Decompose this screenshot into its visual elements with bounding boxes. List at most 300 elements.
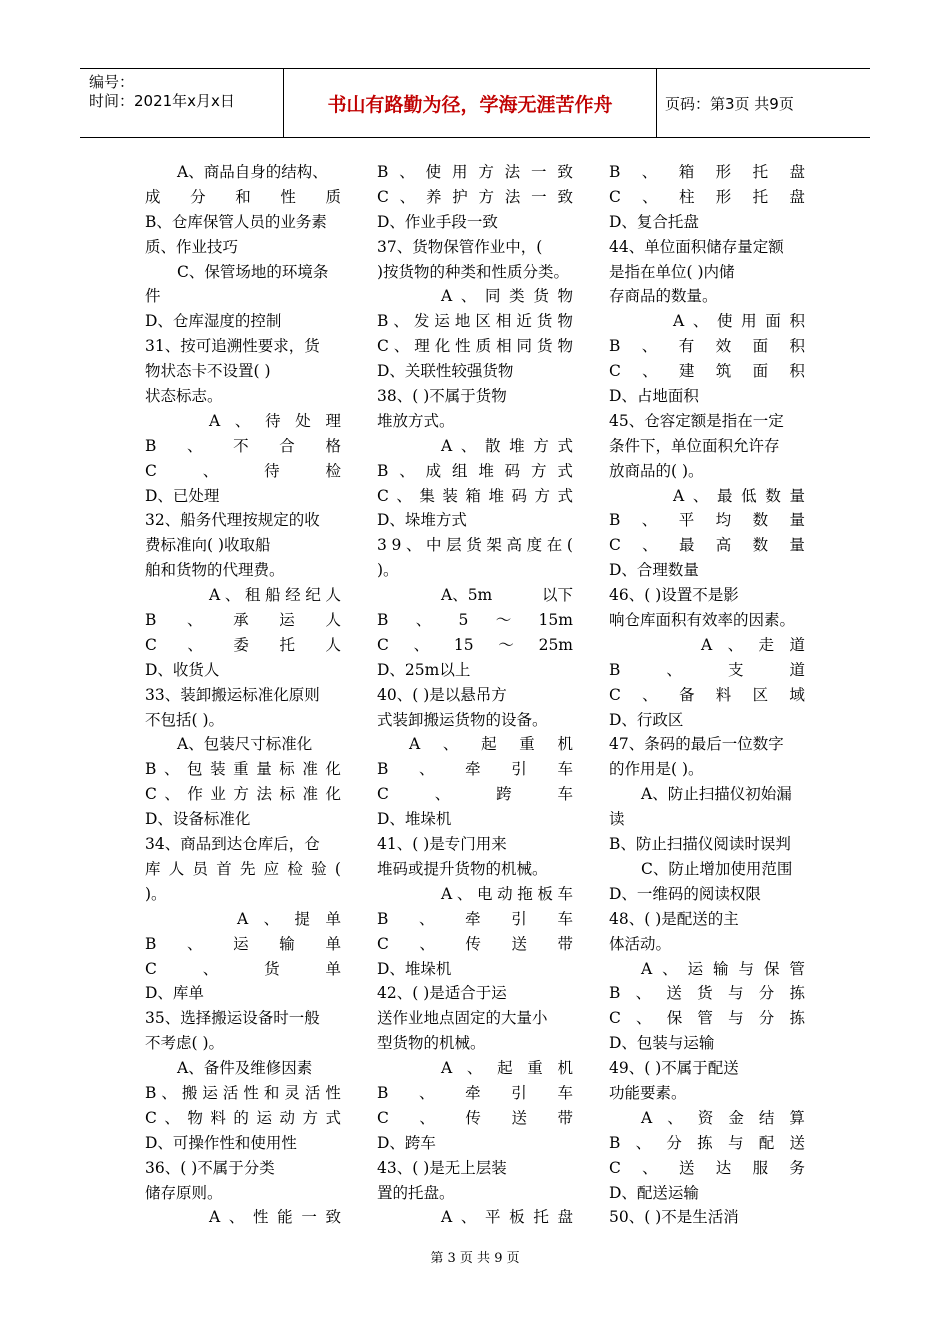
text-line: B、仓库保管人员的业务素	[145, 212, 327, 231]
text-token: 、	[419, 1083, 435, 1102]
text-line: D、25m以上	[377, 660, 471, 679]
text-token: 运	[434, 312, 450, 331]
text-token: 相	[496, 337, 512, 356]
text-token: 传	[465, 1108, 481, 1127]
text-token: 效	[715, 337, 732, 356]
text-line	[145, 608, 341, 633]
text-token: 量	[789, 536, 805, 555]
text-token: B	[145, 1083, 157, 1102]
text-token: 、	[187, 611, 203, 630]
text-line	[609, 160, 805, 185]
text-token: 拣	[789, 984, 805, 1003]
text-token: 码	[504, 461, 521, 480]
text-token: 同	[485, 287, 501, 306]
text-token: 起	[497, 1059, 513, 1078]
text-token: 法	[504, 163, 521, 181]
text-token: 数	[765, 486, 781, 505]
text-token: 面	[765, 312, 781, 331]
text-token: 、	[399, 461, 415, 480]
text-token: 性	[253, 1208, 269, 1227]
text-token: 堆	[509, 436, 525, 455]
text-token: 分	[190, 187, 206, 206]
text-token: 、	[164, 1108, 180, 1127]
text-token: 牵	[465, 1083, 481, 1102]
page-info: 页码：第3页 共9页	[665, 94, 794, 113]
text-token: 电	[476, 884, 493, 903]
text-token: 标	[279, 760, 295, 779]
text-token: A	[209, 586, 221, 605]
text-token: 灵	[284, 1083, 300, 1102]
text-token: 车	[557, 1083, 573, 1102]
text-token: A	[209, 1208, 221, 1227]
text-token: 车	[557, 884, 573, 903]
text-token: 车	[557, 785, 573, 804]
text-line: 44、单位面积储存量定额	[609, 237, 784, 256]
text-token: 检	[287, 859, 303, 878]
text-token: 平	[485, 1208, 501, 1227]
text-token: 应	[263, 859, 280, 878]
text-token: 传	[465, 934, 481, 953]
text-line: 件	[145, 287, 161, 306]
text-token: 运	[687, 959, 704, 978]
text-line: 47、条码的最后一位数字	[609, 735, 784, 754]
text-token: 动	[497, 884, 513, 903]
text-token: ～	[498, 635, 514, 654]
text-token: 码	[511, 486, 527, 505]
text-token: 层	[446, 536, 462, 555]
text-line	[609, 1006, 805, 1031]
text-token: 输	[713, 959, 729, 978]
text-line	[609, 309, 805, 334]
text-token: 理	[414, 337, 430, 356]
text-token: 租	[244, 586, 261, 605]
text-token: 架	[486, 536, 502, 555]
text-token: 、	[642, 536, 658, 555]
text-token: B	[377, 909, 389, 928]
text-token: A	[701, 635, 713, 654]
text-token: 、	[263, 909, 280, 928]
text-token: 车	[557, 760, 573, 779]
text-line: 质、作业技巧	[145, 237, 239, 256]
text-token: 、	[187, 635, 203, 654]
text-token: B	[609, 163, 621, 181]
text-token: 道	[789, 660, 805, 679]
text-token: 盘	[789, 187, 805, 206]
text-token: 式	[557, 461, 573, 480]
text-token: C	[377, 635, 389, 654]
text-line: 堆码或提升货物的机械。	[377, 859, 548, 878]
text-token: 、	[460, 287, 477, 306]
text-token: 货	[536, 312, 553, 331]
text-line: 34、商品到达仓库后，仓	[145, 835, 320, 854]
text-line: 33、装卸搬运标准化原则	[145, 685, 320, 704]
text-token: 送	[678, 1158, 695, 1177]
text-token: 发	[413, 312, 430, 331]
text-line: A、包装尺寸标准化	[177, 735, 313, 754]
text-token: 服	[752, 1158, 769, 1177]
text-line	[377, 1056, 573, 1081]
text-token: 平	[678, 511, 695, 530]
text-token: 、	[667, 1108, 683, 1127]
text-line	[377, 434, 573, 459]
text-line: 38、( )不属于货物	[377, 387, 507, 406]
text-token: 、	[419, 760, 435, 779]
text-line	[145, 583, 341, 608]
text-token: 3	[377, 536, 387, 555]
text-token: 人	[325, 635, 341, 654]
text-token: 务	[789, 1158, 805, 1177]
text-line: 式装卸搬运货物的设备。	[377, 710, 548, 729]
text-token: C	[145, 635, 157, 654]
text-token: 建	[678, 362, 695, 381]
text-line: A、商品自身的结构、	[177, 163, 328, 181]
text-line: 是指在单位( )内储	[609, 262, 735, 281]
text-line	[609, 334, 805, 359]
text-token: C	[609, 362, 621, 381]
text-token: 走	[758, 635, 775, 654]
text-token: 、	[666, 660, 682, 679]
text-token: B	[377, 611, 389, 630]
text-line	[377, 284, 573, 309]
text-line	[377, 484, 573, 509]
text-token: 承	[233, 611, 249, 630]
text-line: 40、( )是以悬吊方	[377, 685, 507, 704]
text-token: 合	[279, 436, 295, 455]
text-token: 包	[187, 760, 203, 779]
text-token: 送	[666, 984, 682, 1003]
text-token: 性	[280, 187, 296, 206]
text-token: 物	[187, 1108, 203, 1127]
text-token: (	[334, 859, 341, 878]
text-line: D、行政区	[609, 710, 684, 729]
text-line	[377, 309, 573, 334]
text-token: C	[145, 461, 157, 480]
text-line: D、堆垛机	[377, 810, 452, 829]
text-token: 板	[537, 884, 553, 903]
text-token: 处	[295, 411, 311, 430]
text-token: 与	[738, 959, 755, 978]
text-token: 、	[460, 436, 477, 455]
text-token: 低	[741, 486, 757, 505]
text-token: 近	[516, 312, 532, 331]
text-line	[145, 782, 341, 807]
text-token: 配	[758, 1133, 775, 1152]
text-token: 带	[557, 1108, 573, 1127]
text-token: 和	[263, 1083, 280, 1102]
text-token: 拖	[517, 884, 533, 903]
text-token: 、	[442, 735, 459, 754]
text-token: 分	[758, 1009, 775, 1028]
text-token: 引	[511, 760, 527, 779]
text-token: C	[377, 486, 389, 505]
text-token: 经	[285, 586, 301, 605]
text-token: 方	[531, 461, 547, 480]
text-token: 首	[216, 859, 232, 878]
text-token: 地	[454, 312, 471, 331]
text-token: 式	[557, 436, 573, 455]
text-token: 验	[311, 859, 327, 878]
text-token: 均	[715, 511, 732, 530]
text-line	[145, 857, 341, 882]
text-token: A	[673, 312, 685, 331]
text-token: 人	[325, 611, 341, 630]
text-token: 、	[202, 959, 219, 978]
text-token: 同	[516, 337, 533, 356]
text-token: 堆	[478, 461, 494, 480]
text-token: B	[145, 436, 157, 455]
text-token: 活	[222, 1083, 239, 1102]
text-token: 作	[187, 785, 203, 804]
text-token: 最	[717, 486, 733, 505]
text-line	[145, 409, 341, 434]
text-token: 运	[202, 1083, 218, 1102]
text-token: B	[609, 511, 621, 530]
text-token: 在	[546, 536, 563, 555]
text-token: 、	[224, 586, 241, 605]
text-token: 与	[727, 1133, 744, 1152]
text-token: 、	[727, 635, 744, 654]
text-token: 积	[789, 312, 805, 331]
text-token: 料	[210, 1108, 226, 1127]
text-token: 道	[789, 635, 805, 654]
text-token: 检	[325, 461, 341, 480]
text-token: 使	[425, 163, 442, 181]
text-token: 活	[304, 1083, 321, 1102]
text-token: 、	[187, 436, 203, 455]
text-token: 组	[451, 461, 468, 480]
text-token: C	[609, 1009, 621, 1028]
text-token: 性	[325, 1083, 341, 1102]
text-line: 不考虑( )。	[145, 1034, 225, 1053]
text-token: 方	[233, 785, 249, 804]
text-line	[609, 533, 805, 558]
text-token: 15	[453, 635, 474, 654]
text-token: 15m	[538, 611, 573, 630]
text-line: 31、按可追溯性要求，货	[145, 337, 320, 356]
text-line: 35、选择搬运设备时一般	[145, 1009, 320, 1028]
text-line: 置的托盘。	[377, 1183, 455, 1202]
text-token: 一	[301, 1208, 317, 1227]
text-token: 箱	[465, 486, 481, 505]
text-token: 托	[752, 187, 769, 206]
text-token: 金	[728, 1108, 744, 1127]
text-token: C	[377, 1108, 389, 1127]
text-line: 条件下，单位面积允许存	[609, 436, 780, 455]
text-token: 25m	[538, 635, 573, 654]
text-token: A	[641, 959, 653, 978]
text-token: A	[237, 909, 249, 928]
text-token: 以下	[541, 586, 573, 605]
text-token: 、	[456, 884, 473, 903]
text-token: 用	[451, 163, 468, 181]
text-line: D、作业手段一致	[377, 212, 498, 231]
text-token: 机	[557, 735, 573, 754]
text-line	[377, 782, 573, 807]
text-token: 装	[442, 486, 458, 505]
text-token: 、	[163, 760, 180, 779]
text-token: 使	[717, 312, 733, 331]
text-line	[377, 907, 573, 932]
text-line: 响仓库面积有效率的因素。	[609, 611, 796, 630]
text-token: 准	[302, 760, 318, 779]
text-token: 分	[758, 984, 775, 1003]
text-token: C	[377, 187, 389, 206]
text-token: 运	[233, 934, 249, 953]
text-token: 搬	[181, 1083, 198, 1102]
text-token: 、	[405, 536, 422, 555]
text-token: 格	[325, 436, 341, 455]
text-token: C	[609, 685, 621, 704]
text-token: 、	[466, 1059, 483, 1078]
text-token: 质	[325, 187, 341, 206]
text-token: 重	[233, 760, 249, 779]
text-token: 、	[393, 312, 409, 331]
text-line: 放商品的( )。	[609, 461, 704, 480]
text-token: 送	[511, 1108, 527, 1127]
text-token: 结	[758, 1108, 775, 1127]
text-line	[377, 1081, 573, 1106]
text-token: B	[609, 1133, 621, 1152]
text-token: 托	[279, 635, 295, 654]
text-line: 41、( )是专门用来	[377, 835, 507, 854]
text-token: 区	[475, 312, 491, 331]
text-line	[377, 1205, 573, 1230]
text-token: 牵	[465, 760, 481, 779]
text-token: 、	[202, 461, 219, 480]
text-line	[145, 1081, 341, 1106]
text-token: 纪	[305, 586, 321, 605]
text-line	[377, 160, 573, 185]
text-token: 式	[325, 1108, 341, 1127]
text-line	[609, 633, 805, 658]
text-token: 盘	[557, 1208, 573, 1227]
text-token: 动	[279, 1108, 295, 1127]
text-line: C、防止增加使用范围	[641, 859, 793, 878]
text-token: 形	[715, 187, 732, 206]
text-line: 46、( )设置不是影	[609, 586, 739, 605]
text-token: 集	[419, 486, 435, 505]
text-line: 体活动。	[609, 934, 672, 953]
text-token: 、	[641, 511, 658, 530]
text-line	[145, 185, 341, 210]
text-token: 致	[557, 187, 573, 206]
text-line: 状态标志。	[145, 387, 223, 406]
text-line	[145, 459, 341, 484]
text-line: D、已处理	[145, 486, 220, 505]
text-line	[145, 633, 341, 658]
text-token: 单	[325, 959, 341, 978]
text-token: 待	[265, 411, 281, 430]
text-token: 、	[635, 984, 652, 1003]
text-token: A	[441, 436, 453, 455]
text-token: 、	[641, 163, 658, 181]
text-token: 不	[233, 436, 249, 455]
text-token: 量	[789, 486, 805, 505]
text-token: 、	[662, 959, 678, 978]
text-token: B	[377, 461, 389, 480]
text-token: 养	[425, 187, 442, 206]
text-token: 区	[752, 685, 769, 704]
text-token: 性	[455, 337, 471, 356]
text-token: 、	[419, 909, 435, 928]
text-token: C	[145, 785, 157, 804]
text-line: 堆放方式。	[377, 411, 455, 430]
text-token: B	[145, 934, 157, 953]
text-line	[377, 533, 573, 558]
text-line: )。	[377, 561, 399, 580]
text-token: 的	[233, 1108, 249, 1127]
text-token: (	[566, 536, 573, 555]
text-token: 托	[533, 1208, 549, 1227]
text-token: B	[377, 312, 389, 331]
text-line: 49、( )不属于配送	[609, 1059, 739, 1078]
text-token: 有	[678, 337, 695, 356]
text-token: 牵	[465, 909, 481, 928]
text-line: D、堆垛机	[377, 959, 452, 978]
text-token: 单	[325, 909, 341, 928]
text-token: 保	[763, 959, 780, 978]
text-token: 资	[697, 1108, 714, 1127]
text-token: C	[609, 187, 621, 206]
text-token: 一	[531, 163, 547, 181]
text-line: D、复合托盘	[609, 212, 699, 231]
text-token: B	[145, 611, 157, 630]
text-token: 积	[789, 337, 805, 356]
text-line	[377, 732, 573, 757]
text-line: D、合理数量	[609, 561, 699, 580]
text-token: 保	[666, 1009, 683, 1028]
text-token: 带	[557, 934, 573, 953]
text-token: B	[609, 660, 621, 679]
text-line: D、可操作性和使用性	[145, 1133, 297, 1152]
text-line: 50、( )不是生活消	[609, 1208, 739, 1227]
text-line: 物状态卡不设置( )	[145, 362, 271, 381]
text-line: D、仓库湿度的控制	[145, 312, 282, 331]
text-token: 、	[642, 685, 658, 704]
text-token: C	[145, 959, 157, 978]
text-token: 高	[506, 536, 522, 555]
text-line: )。	[145, 884, 167, 903]
text-token: 运	[256, 1108, 272, 1127]
text-token: 9	[391, 536, 402, 555]
text-token: 相	[495, 312, 512, 331]
text-token: 板	[509, 1208, 525, 1227]
text-token: 机	[557, 1059, 573, 1078]
text-token: 方	[302, 1108, 318, 1127]
text-token: 理	[325, 411, 341, 430]
text-token: B	[609, 337, 621, 356]
text-token: 、	[415, 611, 432, 630]
text-line: 送作业地点固定的大量小	[377, 1009, 548, 1028]
text-token: C	[609, 536, 621, 555]
text-token: 、	[642, 1158, 658, 1177]
text-token: 重	[519, 735, 535, 754]
text-token: A	[441, 884, 453, 903]
text-token: 库	[145, 859, 161, 878]
text-token: 送	[789, 1133, 805, 1152]
text-token: 、	[164, 785, 180, 804]
text-token: 法	[504, 187, 521, 206]
text-token: 引	[511, 1083, 527, 1102]
text-token: 与	[727, 984, 744, 1003]
text-token: 分	[666, 1133, 682, 1152]
text-line: 型货物的机械。	[377, 1034, 486, 1053]
text-token: 盘	[789, 163, 805, 181]
text-token: 度	[526, 536, 543, 555]
text-line	[377, 608, 573, 633]
text-token: 货	[536, 337, 553, 356]
text-line	[377, 334, 573, 359]
